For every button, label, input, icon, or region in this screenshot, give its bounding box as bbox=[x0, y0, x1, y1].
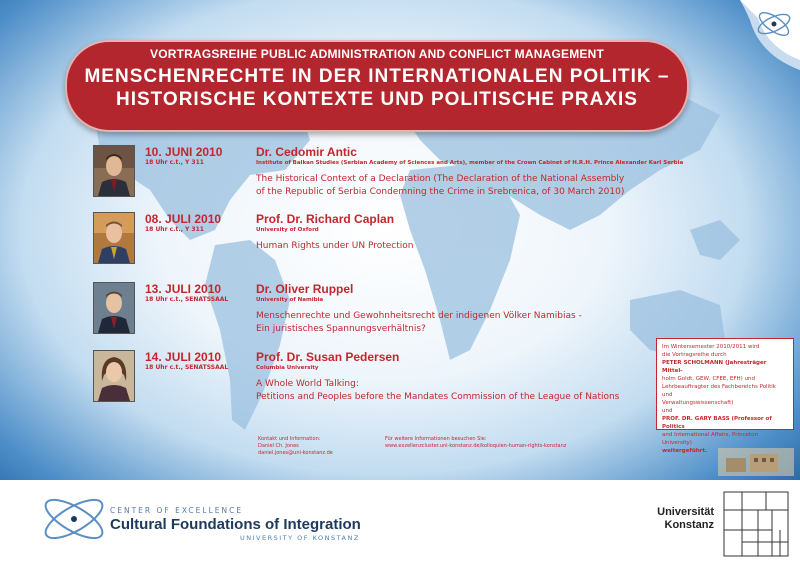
speaker-name: Dr. Oliver Ruppel bbox=[256, 282, 354, 296]
contact-email[interactable]: daniel.jones@uni-konstanz.de bbox=[258, 450, 333, 456]
atom-logo-small bbox=[754, 6, 794, 42]
speaker-photo bbox=[93, 145, 135, 197]
event-time: 18 Uhr c.t., SENATSSAAL bbox=[145, 296, 229, 303]
coe-university: UNIVERSITY OF KONSTANZ bbox=[240, 534, 360, 542]
university-name-line-1: Universität bbox=[657, 506, 714, 518]
note-line: Lehrbeauftragter des Fachbereichs Politik und bbox=[662, 384, 776, 398]
event-time: 18 Uhr c.t., Y 311 bbox=[145, 159, 204, 166]
speaker-affiliation: Institute of Balkan Studies (Serbian Academy of Sciences and Arts), member of the Crown Cabinet of H.R.H. Prince Alexander Karl Serbia bbox=[256, 160, 684, 166]
talk-topic-line-2: of the Republic of Serbia Condemning the Crime in Srebrenica, of 30 March 2010) bbox=[256, 187, 625, 197]
coe-label: CENTER OF EXCELLENCE bbox=[110, 506, 244, 515]
contact-info bbox=[258, 436, 333, 457]
speaker-name: Prof. Dr. Susan Pedersen bbox=[256, 350, 400, 364]
talk-topic-line-1: Menschenrechte und Gewohnheitsrecht der indigenen Völker Namibias - bbox=[256, 311, 582, 321]
university-logo bbox=[722, 490, 790, 558]
speaker-affiliation: University of Oxford bbox=[256, 227, 319, 233]
note-line: Verwaltungswissenschaft) bbox=[662, 400, 734, 406]
title-banner bbox=[65, 40, 689, 132]
more-info bbox=[385, 436, 566, 450]
note-line: die Vortragsreihe durch bbox=[662, 352, 727, 358]
coe-name: Cultural Foundations of Integration bbox=[110, 516, 361, 533]
speaker-affiliation: University of Namibia bbox=[256, 297, 324, 303]
talk-topic-line-2: Petitions and Peoples before the Mandates Commission of the League of Nations bbox=[256, 392, 620, 402]
main-title-line-2: HISTORISCHE KONTEXTE UND POLITISCHE PRAXIS bbox=[116, 89, 638, 110]
note-line: weitergeführt. bbox=[662, 448, 708, 454]
event-date: 14. JULI 2010 bbox=[145, 350, 222, 364]
note-line: PROF. DR. GARY BASS (Professor of Politics bbox=[662, 416, 772, 430]
speaker-name: Dr. Cedomir Antic bbox=[256, 145, 357, 159]
more-info-link[interactable]: www.exzellenzcluster.uni-konstanz.de/kolloquien-human-rights-konstanz bbox=[385, 443, 567, 449]
event-date: 10. JUNI 2010 bbox=[145, 145, 223, 159]
contact-label: Kontakt und Information: bbox=[258, 436, 321, 442]
more-info-label: Für weitere Informationen besuchen Sie: bbox=[385, 436, 487, 442]
event-date: 08. JULI 2010 bbox=[145, 212, 222, 226]
talk-topic-line-2: Ein juristisches Spannungsverhältnis? bbox=[256, 324, 426, 334]
note-line: und bbox=[662, 408, 673, 414]
speaker-photo bbox=[93, 212, 135, 264]
event-time: 18 Uhr c.t., Y 311 bbox=[145, 226, 204, 233]
speaker-photo bbox=[93, 282, 135, 334]
talk-topic-line-1: A Whole World Talking: bbox=[256, 379, 359, 389]
note-line: Im Wintersemester 2010/2011 wird bbox=[662, 344, 760, 350]
university-name-line-2: Konstanz bbox=[664, 519, 714, 531]
building-photo bbox=[718, 448, 794, 476]
main-title-line-1: MENSCHENRECHTE IN DER INTERNATIONALEN POLITIK – bbox=[84, 66, 670, 87]
note-line: and International Affairs, Princeton University) bbox=[662, 432, 758, 446]
speaker-name: Prof. Dr. Richard Caplan bbox=[256, 212, 395, 226]
note-line: PETER SCHOLMANN (Jahresträger Mittel- bbox=[662, 360, 767, 374]
contact-name: Daniel Ch. Jones bbox=[258, 443, 299, 449]
event-date: 13. JULI 2010 bbox=[145, 282, 222, 296]
speaker-photo bbox=[93, 350, 135, 402]
talk-topic-line-1: Human Rights under UN Protection bbox=[256, 241, 414, 251]
series-title: VORTRAGSREIHE PUBLIC ADMINISTRATION AND CONFLICT MANAGEMENT bbox=[149, 47, 604, 61]
winter-semester-note bbox=[656, 338, 794, 454]
speaker-affiliation: Columbia University bbox=[256, 365, 319, 371]
atom-logo bbox=[38, 489, 110, 549]
note-line: holm Goldt, GEW, CFEE, EFH) und bbox=[662, 376, 756, 382]
event-time: 18 Uhr c.t., SENATSSAAL bbox=[145, 364, 229, 371]
university-name bbox=[650, 506, 714, 532]
talk-topic-line-1: The Historical Context of a Declaration (The Declaration of the National Assembly bbox=[256, 174, 625, 184]
